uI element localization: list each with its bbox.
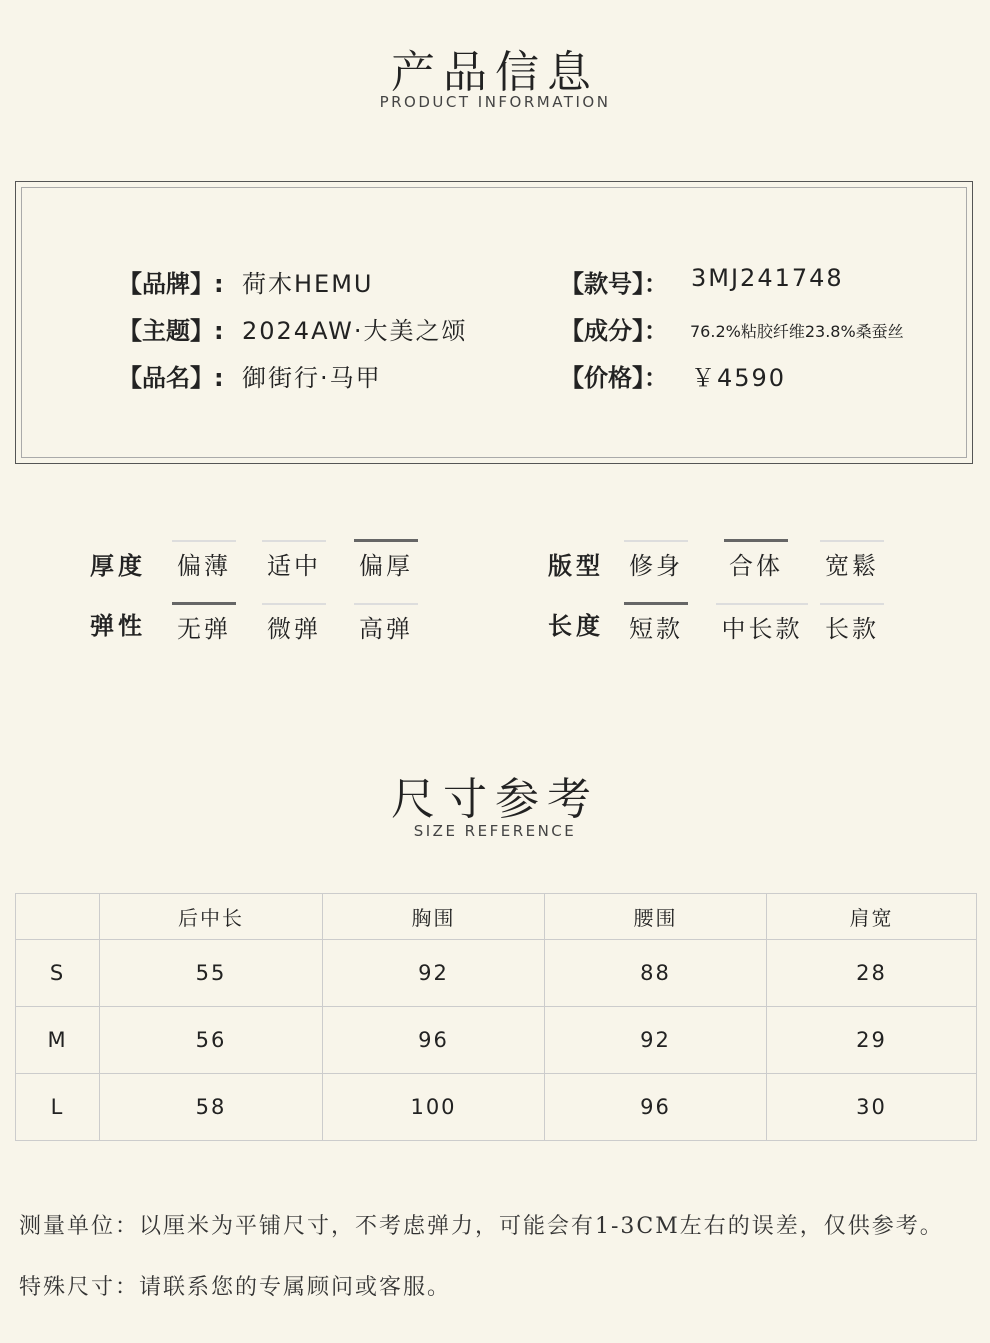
thickness-label: 厚度 (90, 552, 146, 580)
thickness-option-thin: 偏薄 (172, 540, 236, 581)
brand-label: 【品牌】: (118, 270, 224, 298)
waist-cell: 92 (545, 1007, 767, 1074)
shoulder-cell: 29 (767, 1007, 977, 1074)
theme-label: 【主题】: (118, 317, 224, 345)
length-option-mid: 中长款 (716, 603, 808, 644)
price-label: 【价格】： (560, 364, 668, 392)
table-row (16, 940, 977, 1007)
table-row (16, 1074, 977, 1141)
back-length-cell: 56 (100, 1007, 323, 1074)
fit-option-slim: 修身 (624, 540, 688, 581)
thickness-option-thick: 偏厚 (354, 539, 418, 581)
elasticity-option-none: 无弹 (172, 602, 236, 644)
size-table (15, 893, 977, 1141)
product-name-value: 御街行·马甲 (242, 364, 382, 392)
chest-cell: 96 (323, 1007, 545, 1074)
shoulder-cell: 28 (767, 940, 977, 1007)
elasticity-option-slight: 微弹 (262, 603, 326, 644)
header-cell-chest: 胸围 (323, 894, 545, 940)
back-length-cell: 55 (100, 940, 323, 1007)
elasticity-label: 弹性 (90, 612, 146, 640)
length-option-short: 短款 (624, 602, 688, 644)
fit-label: 版型 (548, 552, 604, 580)
style-number-value: 3MJ241748 (691, 264, 844, 292)
fit-option-regular: 合体 (724, 539, 788, 581)
header-cell-waist: 腰围 (545, 894, 767, 940)
size-reference-title: 尺寸参考 (391, 774, 599, 825)
size-cell: S (16, 940, 100, 1007)
length-label: 长度 (548, 612, 604, 640)
chest-cell: 100 (323, 1074, 545, 1141)
special-size-note: 特殊尺寸：请联系您的专属顾问或客服。 (19, 1275, 452, 1300)
product-info-subtitle: PRODUCT INFORMATION (379, 93, 611, 111)
brand-value: 荷木HEMU (242, 270, 374, 298)
elasticity-option-high: 高弹 (354, 603, 418, 644)
composition-value: 76.2%粘胶纤维23.8%桑蚕丝 (690, 322, 904, 341)
header-cell-back-length: 后中长 (100, 894, 323, 940)
theme-value: 2024AW·大美之颂 (242, 317, 468, 345)
size-table-header-row (16, 894, 977, 940)
measurement-note: 测量单位：以厘米为平铺尺寸，不考虑弹力，可能会有1-3CM左右的误差，仅供参考。 (19, 1214, 944, 1239)
header-cell-shoulder: 肩宽 (767, 894, 977, 940)
composition-label: 【成分】： (560, 317, 668, 345)
length-option-long: 长款 (820, 603, 884, 644)
product-info-title: 产品信息 (391, 47, 599, 98)
table-row (16, 1007, 977, 1074)
shoulder-cell: 30 (767, 1074, 977, 1141)
style-number-label: 【款号】： (560, 270, 668, 298)
back-length-cell: 58 (100, 1074, 323, 1141)
header-cell-size (16, 894, 100, 940)
price-value: ￥4590 (691, 364, 787, 392)
fit-option-loose: 宽鬆 (820, 540, 884, 581)
waist-cell: 88 (545, 940, 767, 1007)
size-cell: M (16, 1007, 100, 1074)
chest-cell: 92 (323, 940, 545, 1007)
waist-cell: 96 (545, 1074, 767, 1141)
product-name-label: 【品名】: (118, 364, 224, 392)
thickness-option-medium: 适中 (262, 540, 326, 581)
size-reference-subtitle: SIZE REFERENCE (413, 822, 577, 840)
size-cell: L (16, 1074, 100, 1141)
